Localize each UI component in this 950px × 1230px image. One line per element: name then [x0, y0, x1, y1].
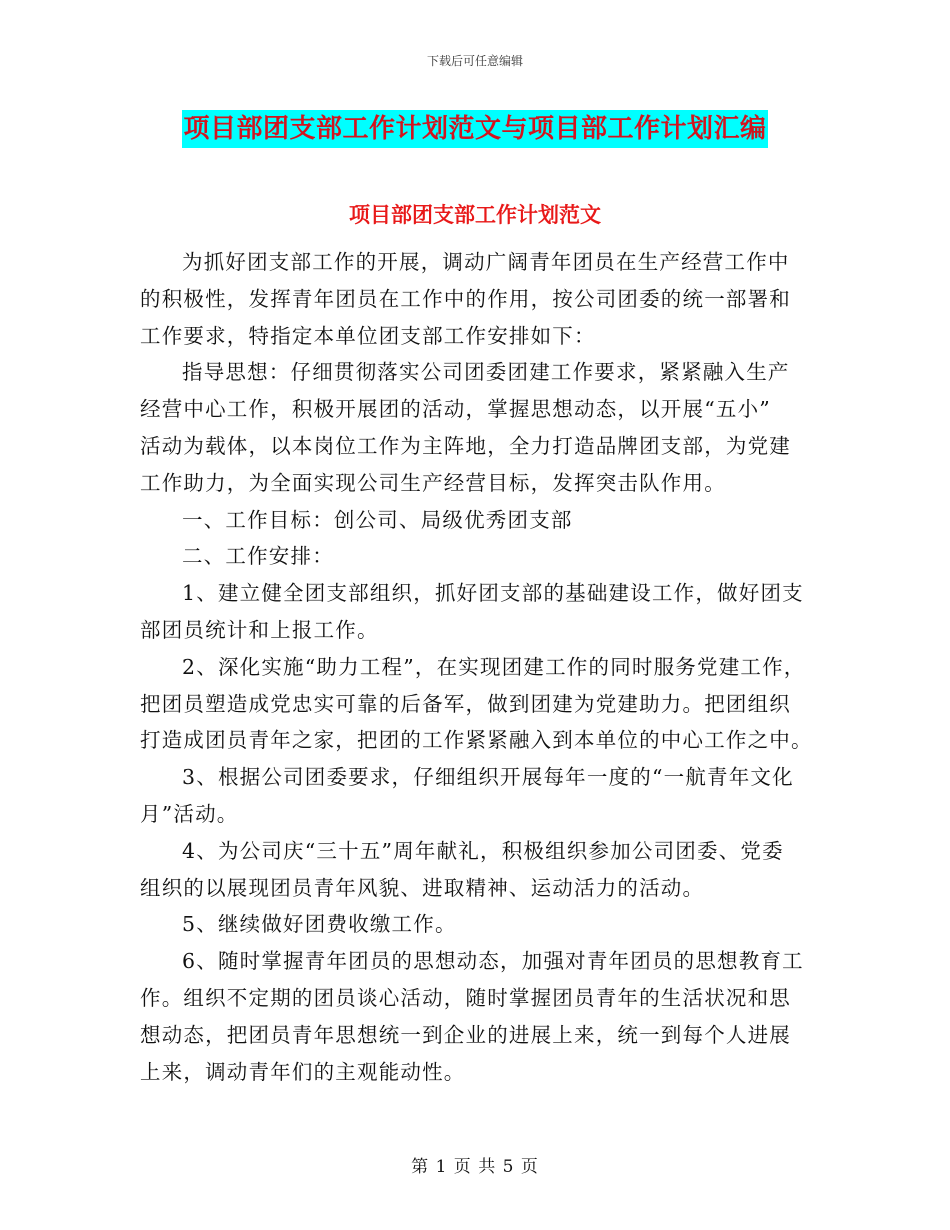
- text-line: 为抓好团支部工作的开展，调动广阔青年团员在生产经营工作中: [182, 250, 790, 274]
- text-line: 二、工作安排：: [182, 544, 334, 569]
- section-subtitle: 项目部团支部工作计划范文: [349, 202, 601, 227]
- paragraph: [140, 906, 830, 943]
- paragraph: [140, 575, 830, 649]
- paragraph: [140, 833, 830, 907]
- page-footer: 第 1 页 共 5 页: [411, 1157, 539, 1177]
- text-line: 作。组织不定期的团员谈心活动，随时掌握团员青年的生活状况和思: [140, 985, 791, 1010]
- text-line: 5、继续做好团费收缴工作。: [182, 912, 457, 937]
- text-line: 经营中心工作，积极开展团的活动，掌握思想动态，以开展“五小”: [140, 397, 771, 422]
- text-line: 一、工作目标：创公司、局级优秀团支部: [182, 507, 573, 532]
- text-line: 3、根据公司团委要求，仔细组织开展每年一度的“一航青年文化: [182, 765, 794, 790]
- text-line: 想动态，把团员青年思想统一到企业的进展上来，统一到每个人进展: [140, 1022, 791, 1047]
- text-line: 2、深化实施“助力工程”，在实现团建工作的同时服务党建工作，: [182, 654, 806, 679]
- text-line: 把团员塑造成党忠实可靠的后备军，做到团建为党建助力。把团组织: [140, 691, 791, 716]
- paragraph: [140, 943, 830, 1090]
- text-line: 的积极性，发挥青年团员在工作中的作用，按公司团委的统一部署和: [140, 286, 791, 311]
- paragraph: [140, 354, 830, 501]
- paragraph: [140, 649, 830, 759]
- document-body: [140, 244, 830, 1090]
- paragraph: [140, 502, 830, 539]
- text-line: 工作助力，为全面实现公司生产经营目标，发挥突击队作用。: [140, 470, 726, 495]
- paragraph: [140, 538, 830, 575]
- text-line: 6、随时掌握青年团员的思想动态，加强对青年团员的思想教育工: [182, 949, 804, 974]
- text-line: 活动为载体，以本岗位工作为主阵地，全力打造品牌团支部，为党建: [140, 433, 791, 458]
- text-line: 部团员统计和上报工作。: [140, 617, 379, 642]
- paragraph: [140, 244, 830, 354]
- text-line: 工作要求，特指定本单位团支部工作安排如下：: [140, 323, 596, 348]
- text-line: 指导思想：仔细贯彻落实公司团委团建工作要求，紧紧融入生产: [182, 360, 790, 385]
- text-line: 组织的以展现团员青年风貌、进取精神、运动活力的活动。: [140, 875, 705, 900]
- text-line: 打造成团员青年之家，把团的工作紧紧融入到本单位的中心工作之中。: [140, 728, 813, 753]
- paragraph: [140, 759, 830, 833]
- text-line: 月”活动。: [140, 801, 239, 826]
- text-line: 1、建立健全团支部组织，抓好团支部的基础建设工作，做好团支: [182, 581, 804, 606]
- document-title: 项目部团支部工作计划范文与项目部工作计划汇编: [182, 110, 767, 148]
- text-line: 上来，调动青年们的主观能动性。: [140, 1059, 466, 1084]
- header-note: 下载后可任意编辑: [426, 54, 523, 68]
- title-container: [0, 110, 950, 148]
- text-line: 4、为公司庆“三十五”周年献礼，积极组织参加公司团委、党委: [182, 838, 784, 863]
